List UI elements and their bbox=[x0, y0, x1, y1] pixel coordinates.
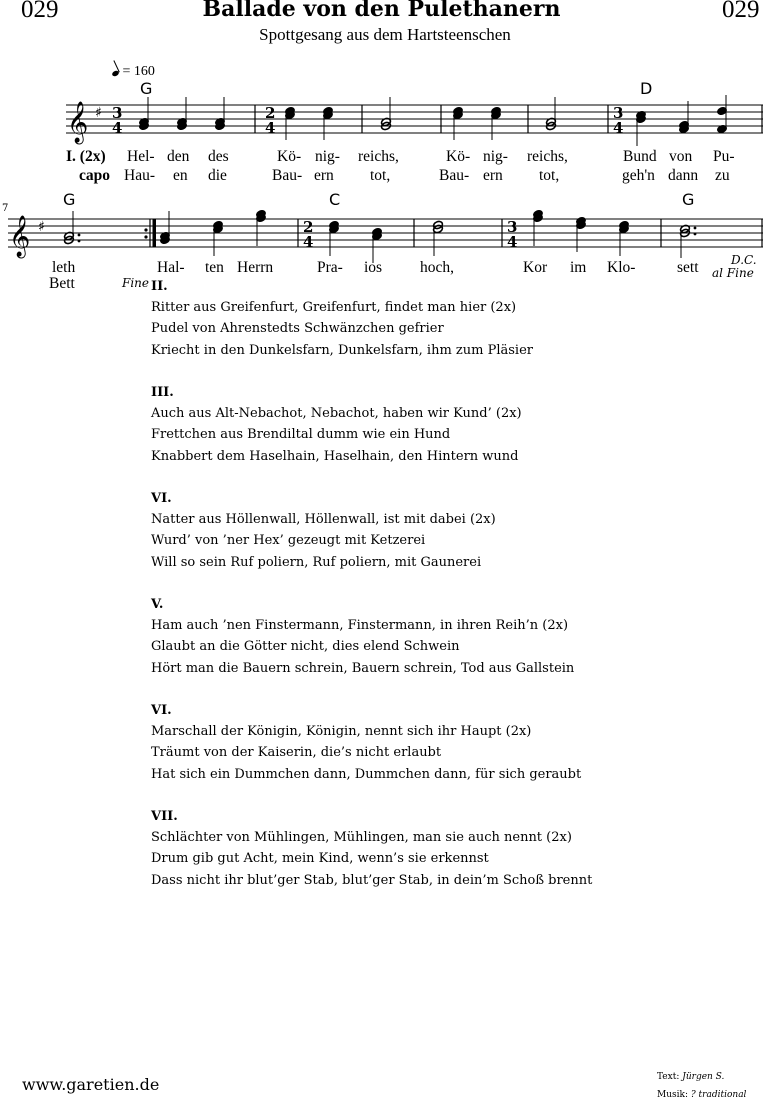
notes-measure-9 bbox=[328, 220, 382, 263]
svg-text:2: 2 bbox=[303, 218, 314, 236]
lyric-syllable: Kor bbox=[523, 259, 548, 276]
verse-5 bbox=[151, 594, 592, 679]
time-signature-2-4-b bbox=[303, 218, 313, 251]
verse-number: III. bbox=[151, 385, 174, 400]
svg-text:3: 3 bbox=[507, 218, 518, 236]
lyric-syllable: nig- bbox=[315, 148, 340, 165]
verse-line: Glaubt an die Götter nicht, dies elend Schwein bbox=[151, 639, 460, 655]
verse-line: Wurd’ von ’ner Hex’ gezeugt mit Ketzerei bbox=[151, 533, 426, 549]
verse-line: Träumt von der Kaiserin, die’s nicht erlaubt bbox=[151, 745, 442, 761]
verse-line: Auch aus Alt-Nebachot, Nebachot, haben wir Kund’ (2x) bbox=[151, 406, 522, 422]
svg-text:4: 4 bbox=[303, 233, 314, 251]
lyric-syllable: Pu- bbox=[713, 148, 735, 165]
lyric-syllable: des bbox=[208, 148, 229, 165]
svg-text:𝄞: 𝄞 bbox=[67, 102, 89, 143]
verses-list bbox=[151, 276, 592, 912]
al-fine-marking: al Fine bbox=[712, 266, 754, 280]
sharp-icon-2: ♯ bbox=[38, 219, 45, 235]
svg-text:4: 4 bbox=[265, 119, 276, 137]
svg-text:4: 4 bbox=[112, 119, 123, 137]
lyric-syllable: reichs, bbox=[527, 148, 568, 165]
staff-system-1 bbox=[66, 105, 763, 133]
tempo-value: = 160 bbox=[122, 64, 155, 79]
lyric-syllable: tot, bbox=[370, 167, 391, 184]
verse-7 bbox=[151, 806, 592, 891]
song-number-left: 029 bbox=[21, 0, 59, 23]
lyric-syllable: tot, bbox=[539, 167, 560, 184]
lyric-syllable: leth bbox=[52, 259, 76, 276]
lyric-syllable: ios bbox=[364, 259, 383, 276]
lyric-syllable: Kö- bbox=[277, 148, 302, 165]
chord-symbol: G bbox=[63, 190, 76, 209]
verse-number: VI. bbox=[151, 491, 172, 506]
dc-marking: D.C. bbox=[731, 253, 757, 267]
time-signature-3-4 bbox=[112, 104, 122, 137]
svg-text:4: 4 bbox=[613, 119, 624, 137]
verse-6 bbox=[151, 700, 592, 785]
lyric-syllable: geh'n bbox=[622, 167, 655, 184]
text-credit-author: Jürgen S. bbox=[682, 1072, 725, 1082]
verse-label: I. (2x) bbox=[66, 148, 106, 165]
lyric-syllable: en bbox=[173, 167, 188, 184]
svg-text:4: 4 bbox=[507, 233, 518, 251]
verse-line: Will so sein Ruf poliern, Ruf poliern, mit Gaunerei bbox=[151, 554, 482, 570]
lyric-syllable: ern bbox=[314, 167, 334, 184]
time-signature-3-4-c bbox=[507, 218, 517, 251]
music-credit-label: Musik: bbox=[657, 1090, 688, 1100]
verse-4 bbox=[151, 488, 592, 573]
chord-symbol: C bbox=[329, 190, 341, 209]
lyric-syllable: zu bbox=[715, 167, 730, 184]
verse-line: Natter aus Höllenwall, Höllenwall, ist mit dabei (2x) bbox=[151, 512, 496, 528]
text-credit bbox=[657, 1072, 724, 1082]
svg-text:2: 2 bbox=[265, 104, 276, 122]
website-url: www.garetien.de bbox=[22, 1075, 160, 1094]
verse-2 bbox=[151, 276, 592, 361]
verse-line: Frettchen aus Brendiltal dumm wie ein Hund bbox=[151, 427, 451, 443]
measure-number: 7 bbox=[2, 203, 9, 214]
verse-line: Ritter aus Greifenfurt, Greifenfurt, findet man hier (2x) bbox=[151, 300, 517, 316]
verse-line: Hat sich ein Dummchen dann, Dummchen dann, für sich geraubt bbox=[151, 766, 582, 782]
lyric-syllable: Klo- bbox=[607, 259, 636, 276]
music-credit bbox=[657, 1090, 746, 1100]
verse-line: Drum gib gut Acht, mein Kind, wenn’s sie erkennst bbox=[151, 851, 489, 867]
lyric-syllable: den bbox=[167, 148, 190, 165]
lyric-syllable: dann bbox=[668, 167, 699, 184]
verse-number: VII. bbox=[151, 809, 178, 824]
time-signature-3-4-b bbox=[613, 104, 623, 137]
svg-text:3: 3 bbox=[112, 104, 123, 122]
notes-measure-5 bbox=[545, 97, 556, 131]
notes-measure-12 bbox=[679, 224, 696, 258]
lyric-syllable: Pra- bbox=[317, 259, 343, 276]
verse-line: Dass nicht ihr blut’ger Stab, blut’ger Stab, in dein’m Schoß brennt bbox=[151, 872, 593, 888]
chord-symbol: G bbox=[682, 190, 695, 209]
song-subtitle: Spottgesang aus dem Hartsteenschen bbox=[259, 25, 511, 44]
lyric-syllable: Bau- bbox=[439, 167, 470, 184]
chord-symbol: G bbox=[140, 79, 153, 98]
lyric-syllable: Bund bbox=[623, 148, 657, 165]
lyric-syllable: sett bbox=[677, 259, 699, 276]
lyric-syllable: reichs, bbox=[358, 148, 399, 165]
staff-system-2 bbox=[8, 219, 763, 247]
song-title: Ballade von den Pulethanern bbox=[202, 0, 561, 22]
notes-measure-4 bbox=[452, 106, 501, 140]
text-credit-label: Text: bbox=[657, 1072, 680, 1082]
music-credit-author: ? traditional bbox=[690, 1090, 747, 1100]
lyric-syllable: hoch, bbox=[420, 259, 455, 276]
lyric-syllable: Bett bbox=[49, 275, 75, 292]
treble-clef-icon-2 bbox=[9, 215, 30, 258]
lyric-syllable: nig- bbox=[483, 148, 508, 165]
verse-number: II. bbox=[151, 279, 168, 294]
notes-measure-2 bbox=[284, 106, 333, 140]
svg-text:𝄞: 𝄞 bbox=[9, 216, 31, 257]
lyric-syllable: Hal- bbox=[157, 259, 185, 276]
lyric-syllable: Kö- bbox=[446, 148, 471, 165]
verse-number: V. bbox=[151, 597, 164, 612]
verse-number: VI. bbox=[151, 703, 172, 718]
verse-line: Knabbert dem Haselhain, Haselhain, den Hintern wund bbox=[151, 448, 519, 464]
svg-text:3: 3 bbox=[613, 104, 624, 122]
chord-symbol: D bbox=[640, 79, 653, 98]
sharp-icon: ♯ bbox=[95, 105, 102, 121]
notes-measure-10 bbox=[432, 220, 443, 256]
notes-measure-6 bbox=[635, 95, 727, 146]
verse-line: Ham auch ’nen Finstermann, Finstermann, in ihren Reih’n (2x) bbox=[151, 618, 569, 634]
song-number-right: 029 bbox=[722, 0, 760, 23]
verse-label: capo bbox=[79, 167, 110, 184]
notes-measure-3 bbox=[380, 97, 391, 131]
lyric-syllable: im bbox=[570, 259, 587, 276]
time-signature-2-4 bbox=[265, 104, 275, 137]
verse-line: Pudel von Ahrenstedts Schwänzchen gefrier bbox=[151, 321, 444, 337]
lyric-syllable: Bau- bbox=[272, 167, 303, 184]
lyric-syllable: Hau- bbox=[124, 167, 155, 184]
lyric-syllable: die bbox=[208, 167, 227, 184]
lyric-syllable: Herrn bbox=[237, 259, 274, 276]
lyric-syllable: ern bbox=[483, 167, 503, 184]
lyric-syllable: ten bbox=[205, 259, 224, 276]
lyric-syllable: Hel- bbox=[127, 148, 155, 165]
lyric-syllable: von bbox=[669, 148, 693, 165]
verse-3 bbox=[151, 382, 592, 467]
verse-line: Marschall der Königin, Königin, nennt sich ihr Haupt (2x) bbox=[151, 724, 532, 740]
verse-line: Hört man die Bauern schrein, Bauern schrein, Tod aus Gallstein bbox=[151, 660, 575, 676]
fine-marking: Fine bbox=[122, 276, 149, 290]
treble-clef-icon bbox=[67, 101, 88, 144]
verse-line: Kriecht in den Dunkelsfarn, Dunkelsfarn, ihm zum Pläsier bbox=[151, 342, 533, 358]
verse-line: Schlächter von Mühlingen, Mühlingen, man sie auch nennt (2x) bbox=[151, 830, 572, 846]
